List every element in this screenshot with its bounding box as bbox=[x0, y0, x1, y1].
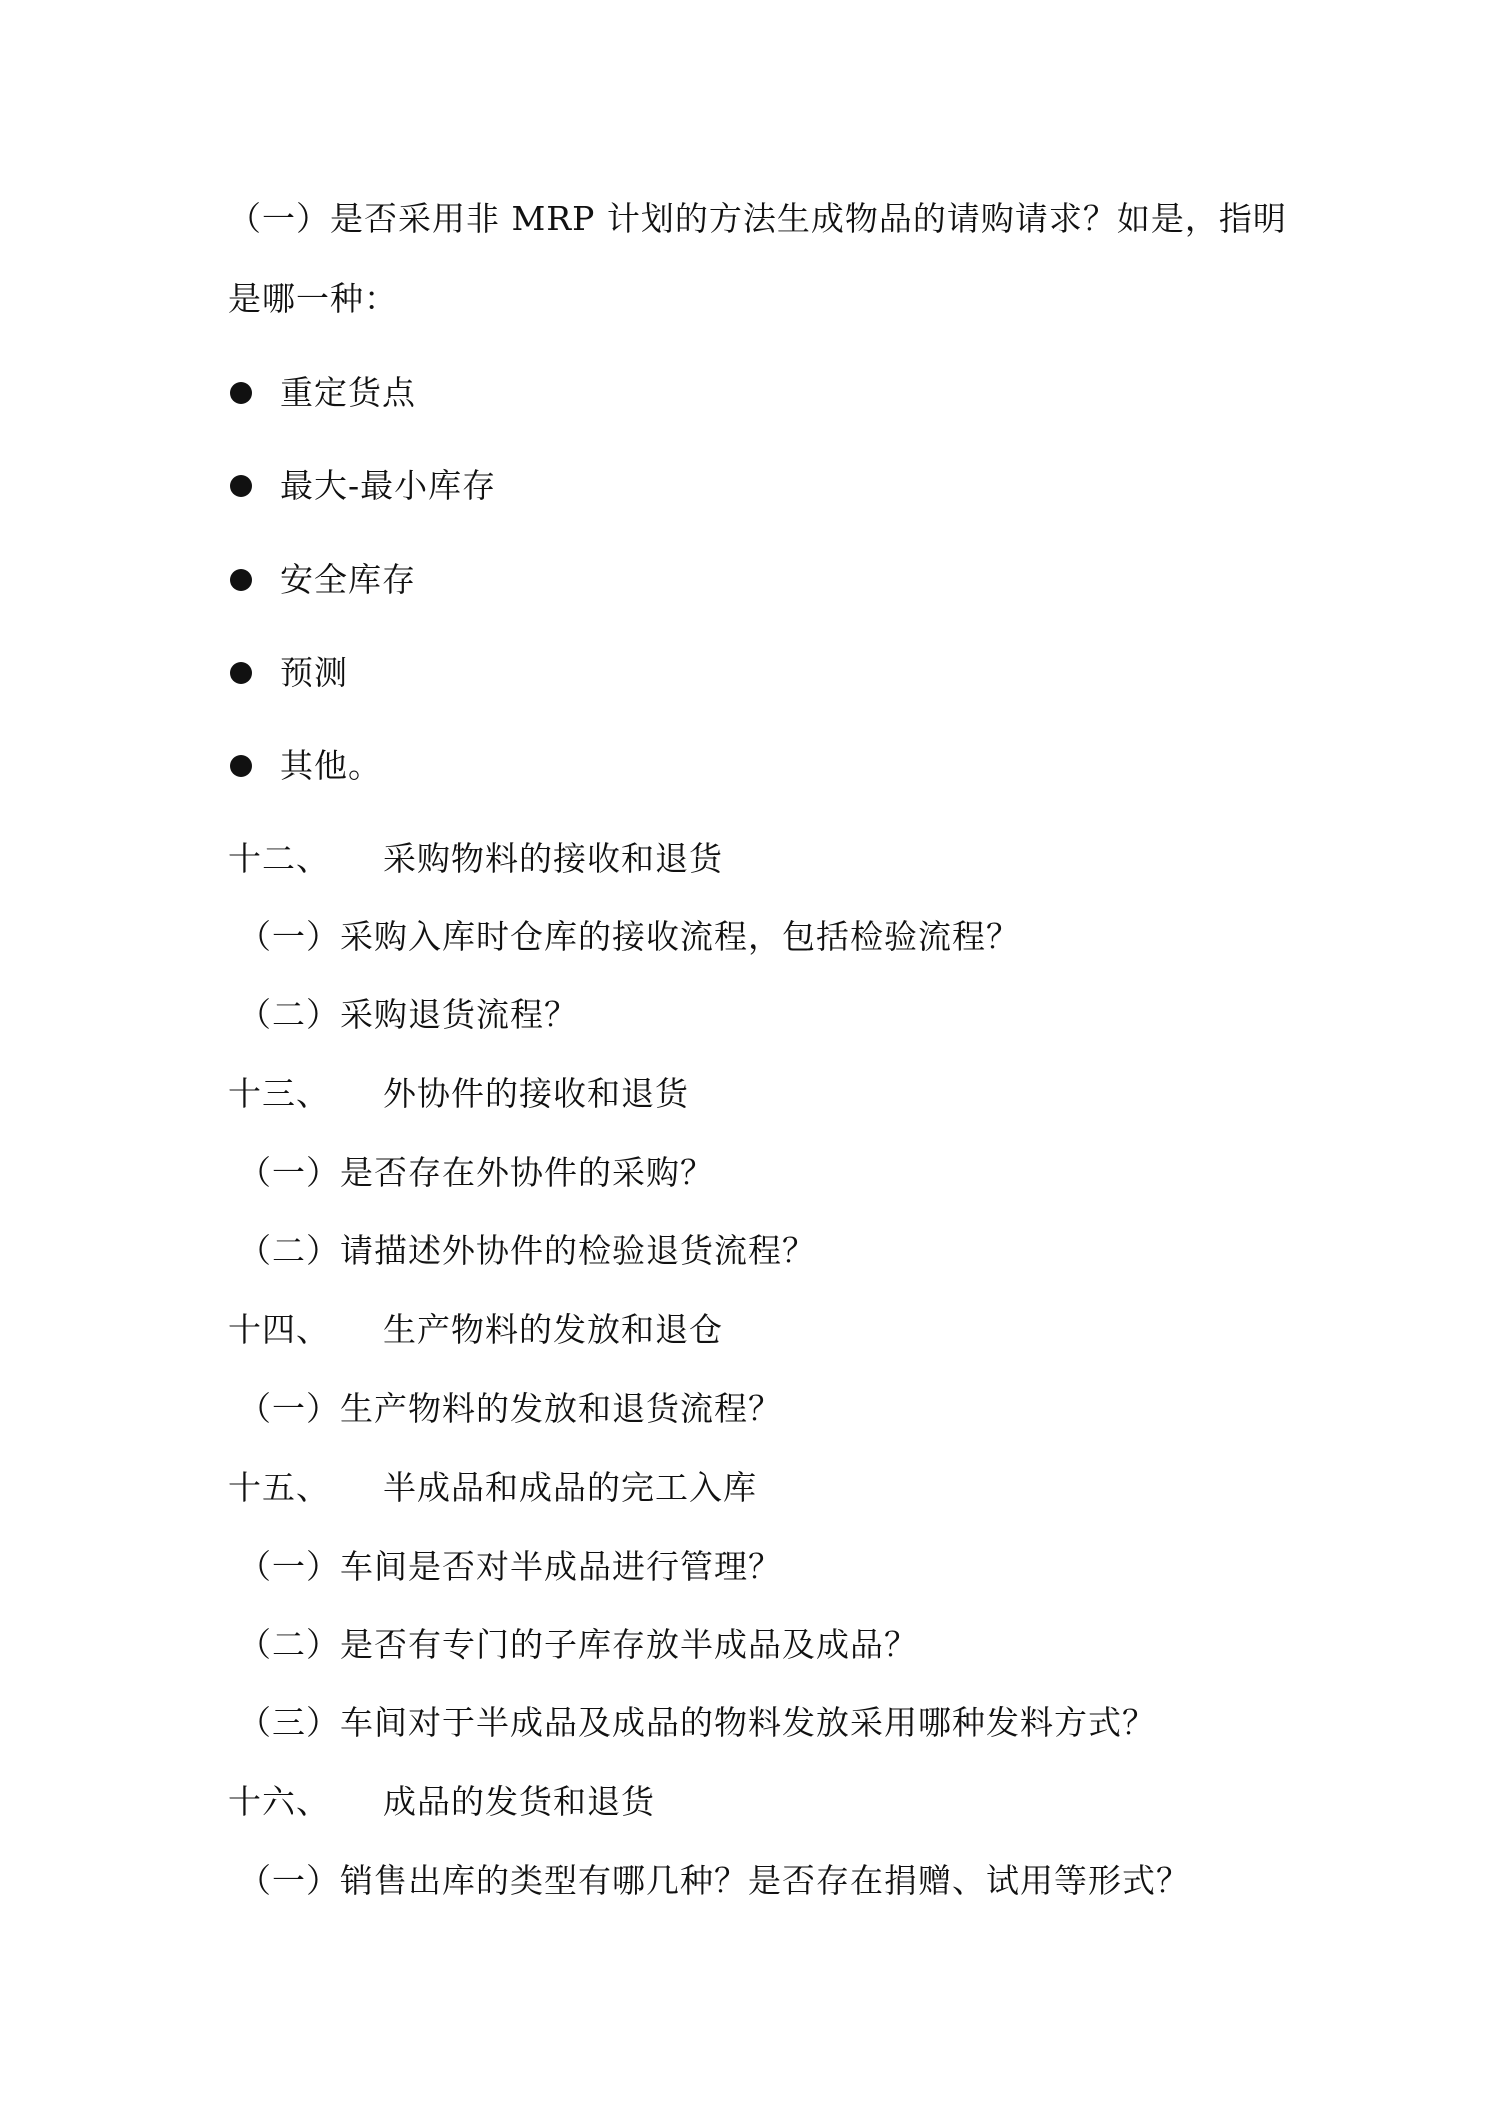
question-item: （二）请描述外协件的检验退货流程？ bbox=[238, 1231, 816, 1270]
section-number: 十四、 bbox=[228, 1310, 330, 1349]
question-item: （一）销售出库的类型有哪几种？是否存在捐赠、试用等形式？ bbox=[238, 1861, 1190, 1900]
bullet-dot-icon bbox=[230, 662, 252, 684]
section-title: 生产物料的发放和退仓 bbox=[383, 1310, 723, 1349]
question-item: （二）是否有专门的子库存放半成品及成品？ bbox=[238, 1625, 918, 1664]
section-number: 十三、 bbox=[228, 1074, 330, 1113]
bullet-dot-icon bbox=[230, 569, 252, 591]
bullet-item bbox=[228, 466, 497, 506]
section-title: 半成品和成品的完工入库 bbox=[383, 1468, 757, 1507]
intro-question-line-1: （一）是否采用非 MRP 计划的方法生成物品的请购请求？如是，指明 bbox=[228, 199, 1287, 238]
question-item: （二）采购退货流程？ bbox=[238, 995, 578, 1034]
question-item: （三）车间对于半成品及成品的物料发放采用哪种发料方式？ bbox=[238, 1703, 1156, 1742]
bullet-text: 重定货点 bbox=[280, 373, 416, 412]
bullet-dot-icon bbox=[230, 382, 252, 404]
section-number: 十二、 bbox=[228, 839, 330, 878]
bullet-dot-icon bbox=[230, 755, 252, 777]
bullet-item bbox=[228, 746, 382, 786]
bullet-dot-icon bbox=[230, 475, 252, 497]
bullet-item bbox=[228, 560, 416, 600]
bullet-text: 安全库存 bbox=[280, 560, 416, 599]
bullet-text: 其他。 bbox=[280, 746, 382, 785]
bullet-text: 预测 bbox=[280, 653, 348, 692]
bullet-item bbox=[228, 653, 348, 693]
question-item: （一）生产物料的发放和退货流程？ bbox=[238, 1389, 782, 1428]
section-title: 成品的发货和退货 bbox=[383, 1782, 655, 1821]
question-item: （一）是否存在外协件的采购？ bbox=[238, 1153, 714, 1192]
intro-question-line-2: 是哪一种： bbox=[228, 279, 398, 318]
section-number: 十五、 bbox=[228, 1468, 330, 1507]
question-item: （一）采购入库时仓库的接收流程，包括检验流程？ bbox=[238, 917, 1020, 956]
section-title: 外协件的接收和退货 bbox=[383, 1074, 689, 1113]
section-number: 十六、 bbox=[228, 1782, 330, 1821]
question-item: （一）车间是否对半成品进行管理？ bbox=[238, 1547, 782, 1586]
section-title: 采购物料的接收和退货 bbox=[383, 839, 723, 878]
bullet-text: 最大-最小库存 bbox=[280, 466, 497, 505]
bullet-item bbox=[228, 373, 416, 413]
